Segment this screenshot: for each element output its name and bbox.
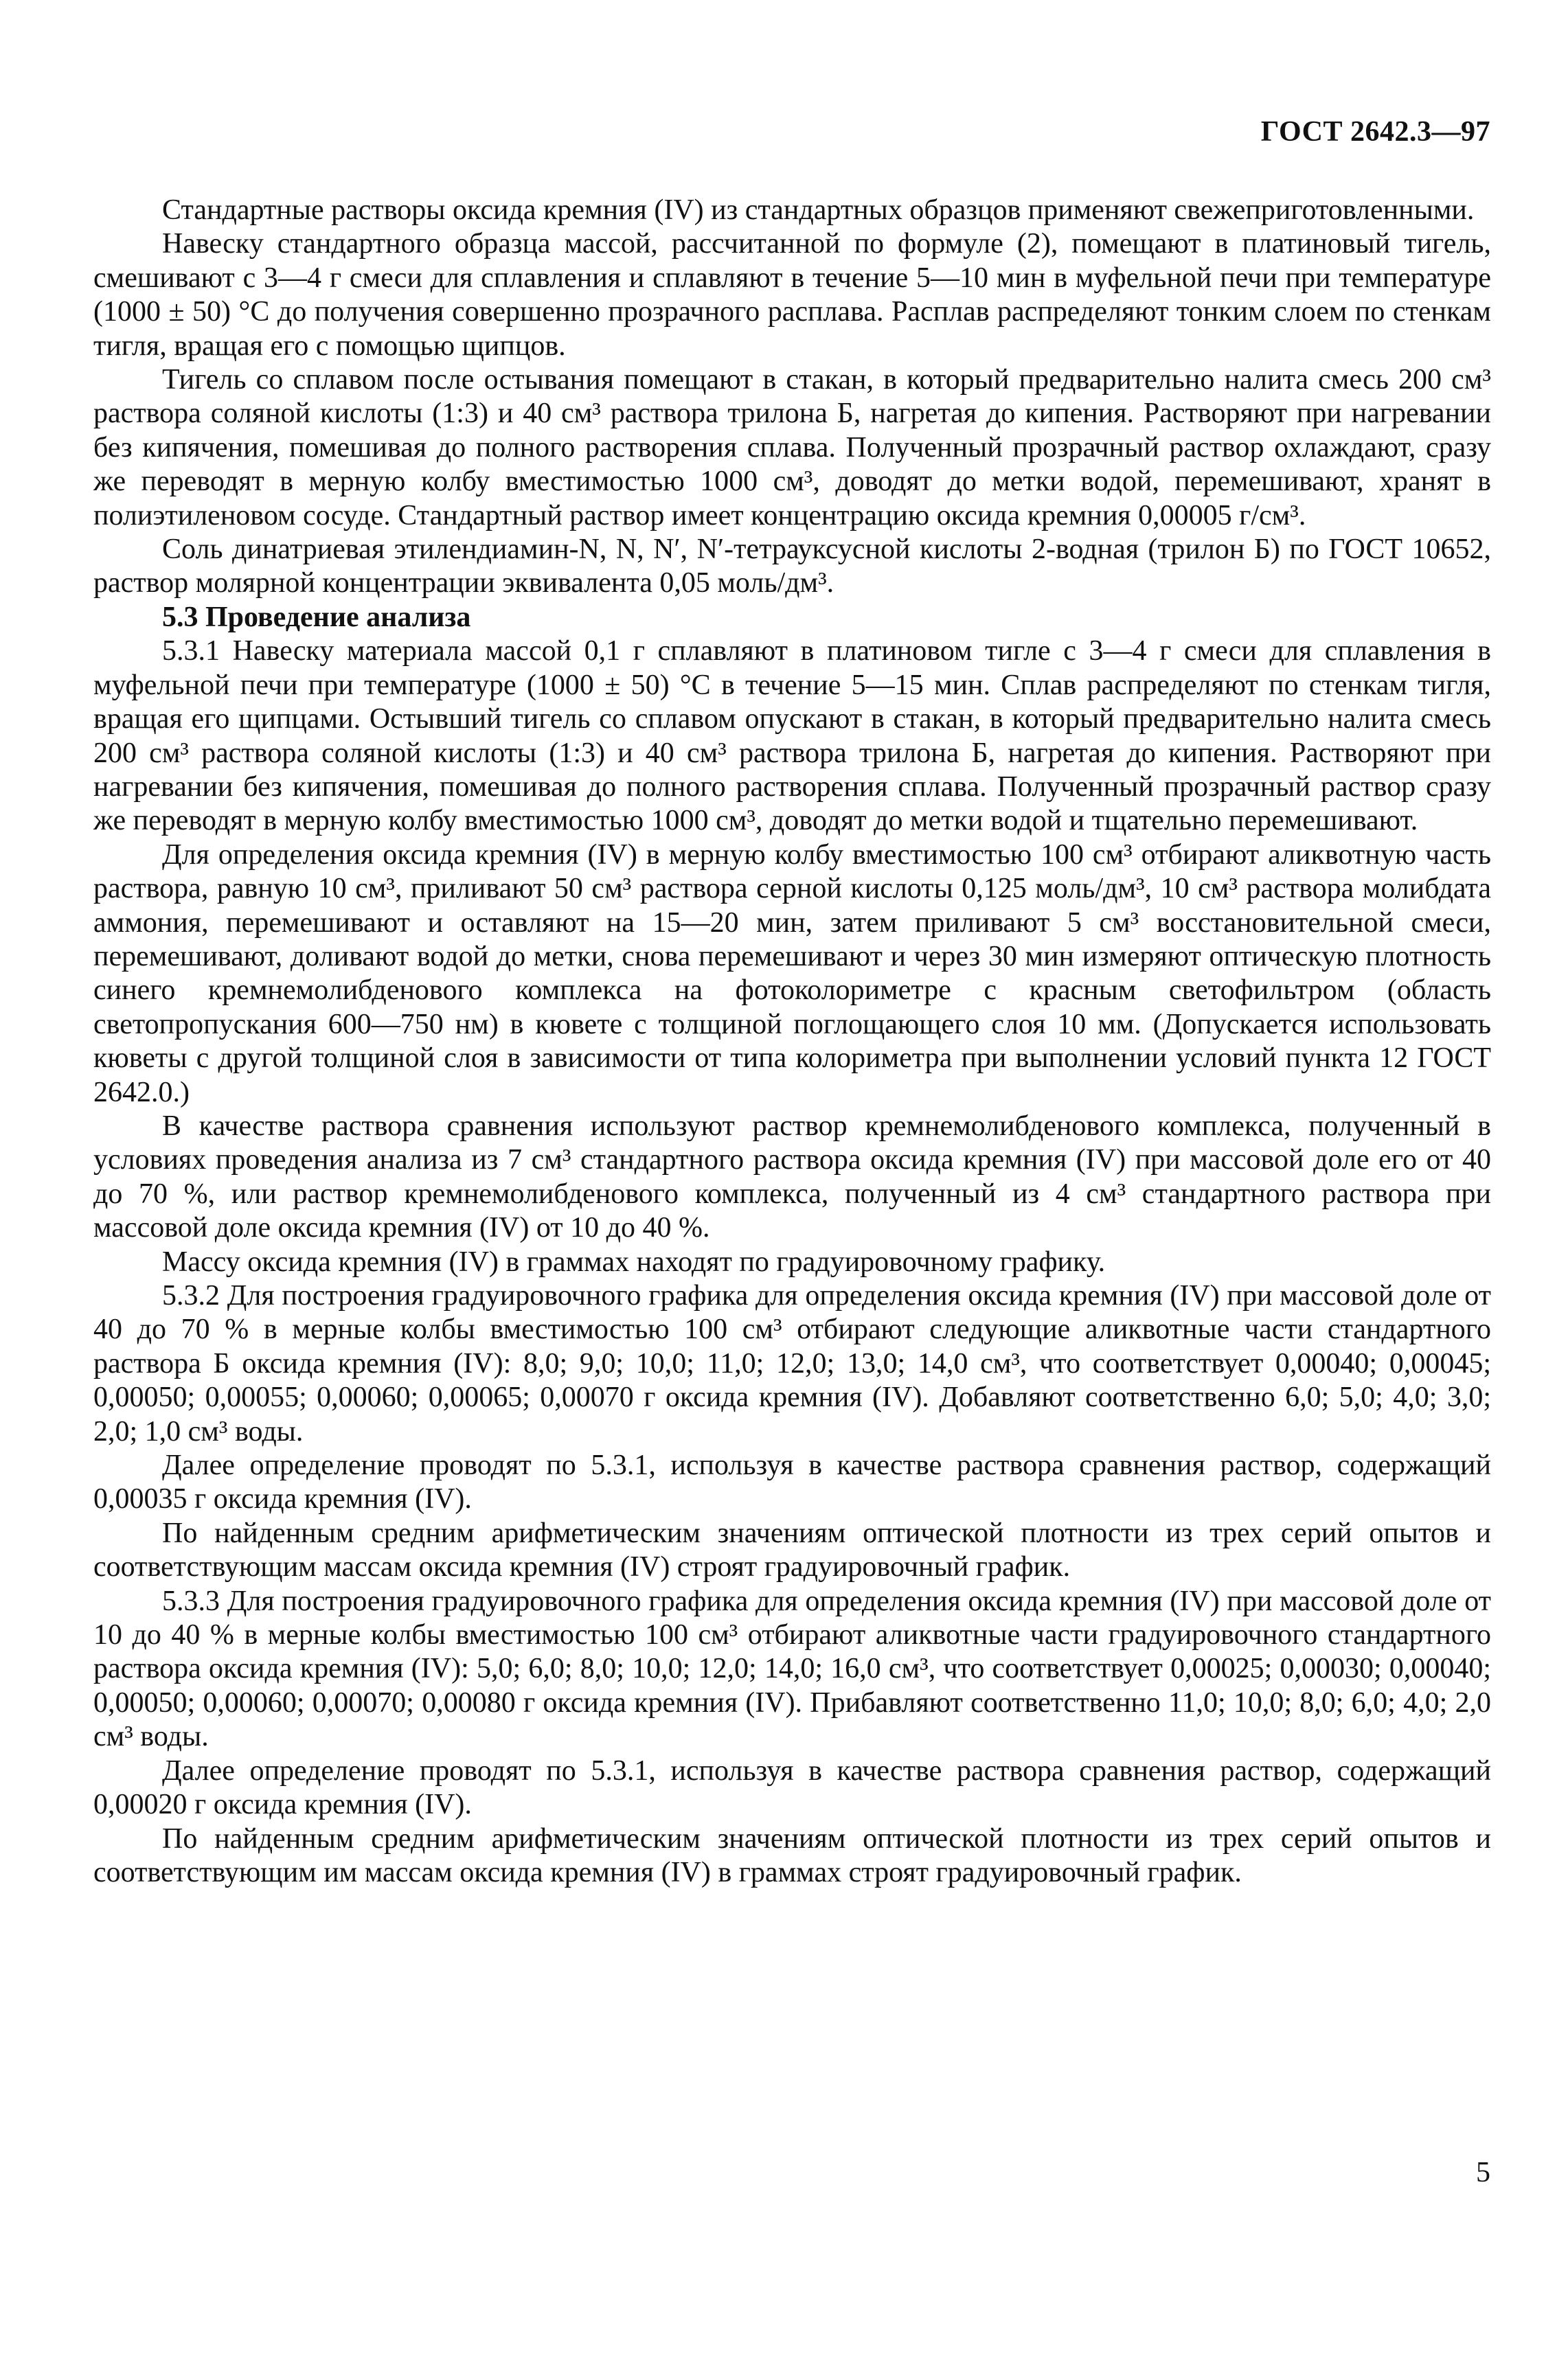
paragraph: 5.3.2 Для построения градуировочного графика для определения оксида кремния (IV) при массовой доле от 40 до 70 % в мерные колбы вместимостью 100 см³ отбирают следующие аликвотные части стандартного раствора Б оксида кремния (IV): 8,0; 9,0; 10,0; 11,0; 12,0; 13,0; 14,0 см³, что соответствует 0,00040; 0,00045; 0,00050; 0,00055; 0,00060; 0,00065; 0,00070 г оксида кремния (IV). Добавляют соответственно 6,0; 5,0; 4,0; 3,0; 2,0; 1,0 см³ воды. bbox=[93, 1280, 1491, 1448]
page-number: 5 bbox=[1476, 2157, 1490, 2188]
paragraph: 5.3.1 Навеску материала массой 0,1 г сплавляют в платиновом тигле с 3—4 г смеси для сплавления в муфельной печи при температуре (1000 ± 50) °С в течение 5—15 мин. Сплав распределяют по стенкам тигля, вращая его щипцами. Остывший тигель со сплавом опускают в стакан, в который предварительно налита смесь 200 см³ раствора соляной кислоты (1:3) и 40 см³ раствора трилона Б, нагретая до кипения. Растворяют при нагревании без кипячения, помешивая до полного растворения сплава. Полученный прозрачный раствор сразу же переводят в мерную колбу вместимостью 1000 см³, доводят до метки водой и тщательно перемешивают. bbox=[93, 635, 1491, 837]
paragraph: Массу оксида кремния (IV) в граммах находят по градуировочному графику. bbox=[162, 1246, 1106, 1278]
paragraph: Тигель со сплавом после остывания помещают в стакан, в который предварительно налита смесь 200 см³ раствора соляной кислоты (1:3) и 40 см³ раствора трилона Б, нагретая до кипения. Растворяют при нагревании без кипячения, помешивая до полного растворения сплава. Полученный прозрачный раствор охлаждают, сразу же переводят в мерную колбу вместимостью 1000 см³, доводят до метки водой, перемешивают, хранят в полиэтиленовом сосуде. Стандартный раствор имеет концентрацию оксида кремния 0,00005 г/см³. bbox=[93, 364, 1491, 531]
paragraph: По найденным средним арифметическим значениям оптической плотности из трех серий опытов и соответствующим массам оксида кремния (IV) строят градуировочный график. bbox=[93, 1517, 1491, 1583]
paragraph: Далее определение проводят по 5.3.1, используя в качестве раствора сравнения раствор, содержащий 0,00020 г оксида кремния (IV). bbox=[93, 1754, 1491, 1821]
paragraph: 5.3.3 Для построения градуировочного графика для определения оксида кремния (IV) при массовой доле от 10 до 40 % в мерные колбы вместимостью 100 см³ отбирают аликвотные части градуировочного стандартного раствора оксида кремния (IV): 5,0; 6,0; 8,0; 10,0; 12,0; 14,0; 16,0 см³, что соответствует 0,00025; 0,00030; 0,00040; 0,00050; 0,00060; 0,00070; 0,00080 г оксида кремния (IV). Прибавляют соответственно 11,0; 10,0; 8,0; 6,0; 4,0; 2,0 см³ воды. bbox=[93, 1585, 1491, 1753]
body-text bbox=[93, 194, 1491, 1890]
paragraph: Для определения оксида кремния (IV) в мерную колбу вместимостью 100 см³ отбирают аликвотную часть раствора, равную 10 см³, приливают 50 см³ раствора серной кислоты 0,125 моль/дм³, 10 см³ раствора молибдата аммония, перемешивают и оставляют на 15—20 мин, затем приливают 5 см³ восстановительной смеси, перемешивают, доливают водой до метки, снова перемешивают и через 30 мин измеряют оптическую плотность синего кремнемолибденового комплекса на фотоколориметре с красным светофильтром (область светопропускания 600—750 нм) в кювете с толщиной поглощающего слоя 10 мм. (Допускается использовать кюветы с другой толщиной слоя в зависимости от типа колориметра при выполнении условий пункта 12 ГОСТ 2642.0.) bbox=[93, 838, 1491, 1108]
paragraph: Навеску стандартного образца массой, рассчитанной по формуле (2), помещают в платиновый тигель, смешивают с 3—4 г смеси для сплавления и сплавляют в течение 5—10 мин в муфельной печи при температуре (1000 ± 50) °С до получения совершенно прозрачного расплава. Расплав распределяют тонким слоем по стенкам тигля, вращая его с помощью щипцов. bbox=[93, 228, 1491, 362]
paragraph: В качестве раствора сравнения используют раствор кремнемолибденового комплекса, полученный в условиях проведения анализа из 7 см³ стандартного раствора оксида кремния (IV) при массовой доле его от 40 до 70 %, или раствор кремнемолибденового комплекса, полученный из 4 см³ стандартного раствора при массовой доле оксида кремния (IV) от 10 до 40 %. bbox=[93, 1110, 1491, 1244]
standard-designation: ГОСТ 2642.3—97 bbox=[1260, 116, 1490, 148]
paragraph: Далее определение проводят по 5.3.1, используя в качестве раствора сравнения раствор, содержащий 0,00035 г оксида кремния (IV). bbox=[93, 1450, 1491, 1515]
paragraph: Соль динатриевая этилендиамин-N, N, N′, N′-тетрауксусной кислоты 2-водная (трилон Б) по ГОСТ 10652, раствор молярной концентрации эквивалента 0,05 моль/дм³. bbox=[93, 534, 1491, 599]
section-heading: 5.3 Проведение анализа bbox=[162, 601, 471, 633]
paragraph: По найденным средним арифметическим значениям оптической плотности из трех серий опытов и соответствующим им массам оксида кремния (IV) в граммах строят градуировочный график. bbox=[93, 1822, 1491, 1888]
paragraph: Стандартные растворы оксида кремния (IV) из стандартных образцов применяют свежеприготовленными. bbox=[162, 194, 1475, 226]
